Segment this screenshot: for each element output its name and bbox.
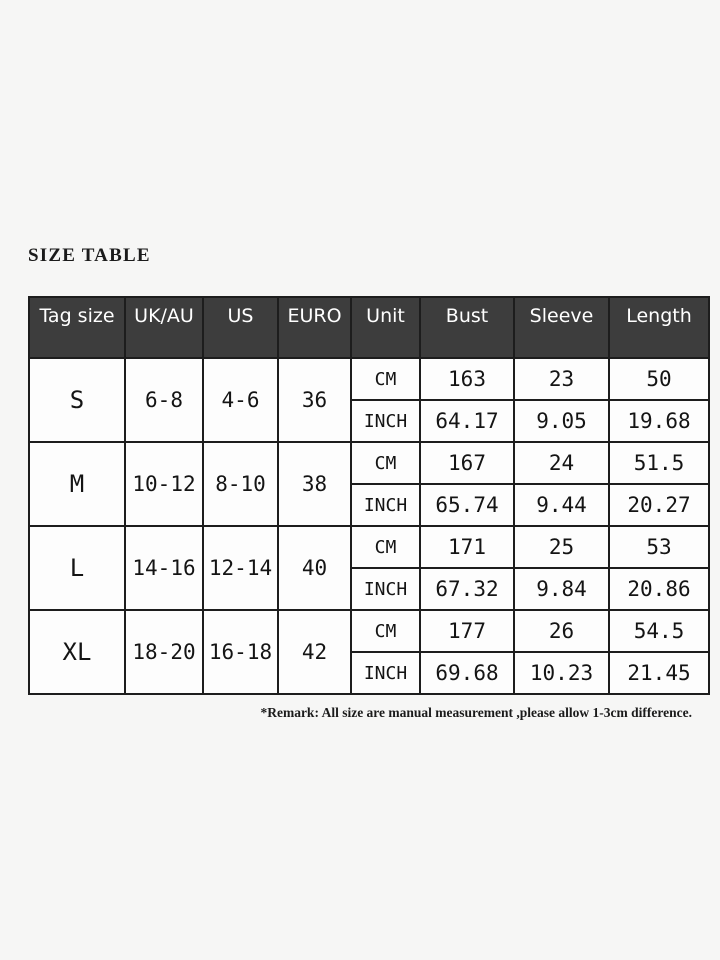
unit-cell: INCH: [351, 484, 420, 526]
size-table-head: [29, 297, 709, 358]
tag-size-cell: S: [29, 358, 125, 442]
sleeve-value-cell: 10.23: [514, 652, 609, 694]
column-header-unit: Unit: [351, 297, 420, 358]
us-cell: 8-10: [203, 442, 278, 526]
bust-value-cell: 167: [420, 442, 514, 484]
us-cell: 16-18: [203, 610, 278, 694]
euro-cell: 38: [278, 442, 351, 526]
column-header-sleeve: Sleeve: [514, 297, 609, 358]
bust-value-cell: 69.68: [420, 652, 514, 694]
column-header-uk-au: UK/AU: [125, 297, 203, 358]
unit-cell: CM: [351, 610, 420, 652]
us-cell: 4-6: [203, 358, 278, 442]
size-chart-content: [28, 245, 692, 721]
euro-cell: 42: [278, 610, 351, 694]
column-header-bust: Bust: [420, 297, 514, 358]
column-header-length: Length: [609, 297, 709, 358]
uk-au-cell: 10-12: [125, 442, 203, 526]
length-value-cell: 50: [609, 358, 709, 400]
sleeve-value-cell: 23: [514, 358, 609, 400]
header-row: [29, 297, 709, 358]
tag-size-cell: XL: [29, 610, 125, 694]
sleeve-value-cell: 9.05: [514, 400, 609, 442]
length-value-cell: 20.86: [609, 568, 709, 610]
bust-value-cell: 64.17: [420, 400, 514, 442]
length-value-cell: 53: [609, 526, 709, 568]
column-header-us: US: [203, 297, 278, 358]
column-header-euro: EURO: [278, 297, 351, 358]
sleeve-value-cell: 26: [514, 610, 609, 652]
size-row-m-cm: [29, 442, 709, 484]
euro-cell: 36: [278, 358, 351, 442]
unit-cell: CM: [351, 358, 420, 400]
uk-au-cell: 14-16: [125, 526, 203, 610]
uk-au-cell: 6-8: [125, 358, 203, 442]
length-value-cell: 51.5: [609, 442, 709, 484]
unit-cell: CM: [351, 526, 420, 568]
length-value-cell: 19.68: [609, 400, 709, 442]
unit-cell: INCH: [351, 568, 420, 610]
size-table-body: [29, 358, 709, 694]
length-value-cell: 20.27: [609, 484, 709, 526]
euro-cell: 40: [278, 526, 351, 610]
bust-value-cell: 177: [420, 610, 514, 652]
column-header-tag-size: Tag size: [29, 297, 125, 358]
us-cell: 12-14: [203, 526, 278, 610]
bust-value-cell: 171: [420, 526, 514, 568]
sleeve-value-cell: 25: [514, 526, 609, 568]
sleeve-value-cell: 24: [514, 442, 609, 484]
uk-au-cell: 18-20: [125, 610, 203, 694]
size-table: [28, 296, 710, 695]
unit-cell: INCH: [351, 400, 420, 442]
unit-cell: INCH: [351, 652, 420, 694]
bust-value-cell: 163: [420, 358, 514, 400]
size-row-l-cm: [29, 526, 709, 568]
bust-value-cell: 65.74: [420, 484, 514, 526]
sleeve-value-cell: 9.44: [514, 484, 609, 526]
tag-size-cell: L: [29, 526, 125, 610]
size-row-xl-cm: [29, 610, 709, 652]
length-value-cell: 54.5: [609, 610, 709, 652]
size-row-s-cm: [29, 358, 709, 400]
tag-size-cell: M: [29, 442, 125, 526]
unit-cell: CM: [351, 442, 420, 484]
remark-note: *Remark: All size are manual measurement ,please allow 1-3cm difference.: [260, 705, 692, 720]
bust-value-cell: 67.32: [420, 568, 514, 610]
page-title: SIZE TABLE: [28, 245, 151, 266]
length-value-cell: 21.45: [609, 652, 709, 694]
sleeve-value-cell: 9.84: [514, 568, 609, 610]
